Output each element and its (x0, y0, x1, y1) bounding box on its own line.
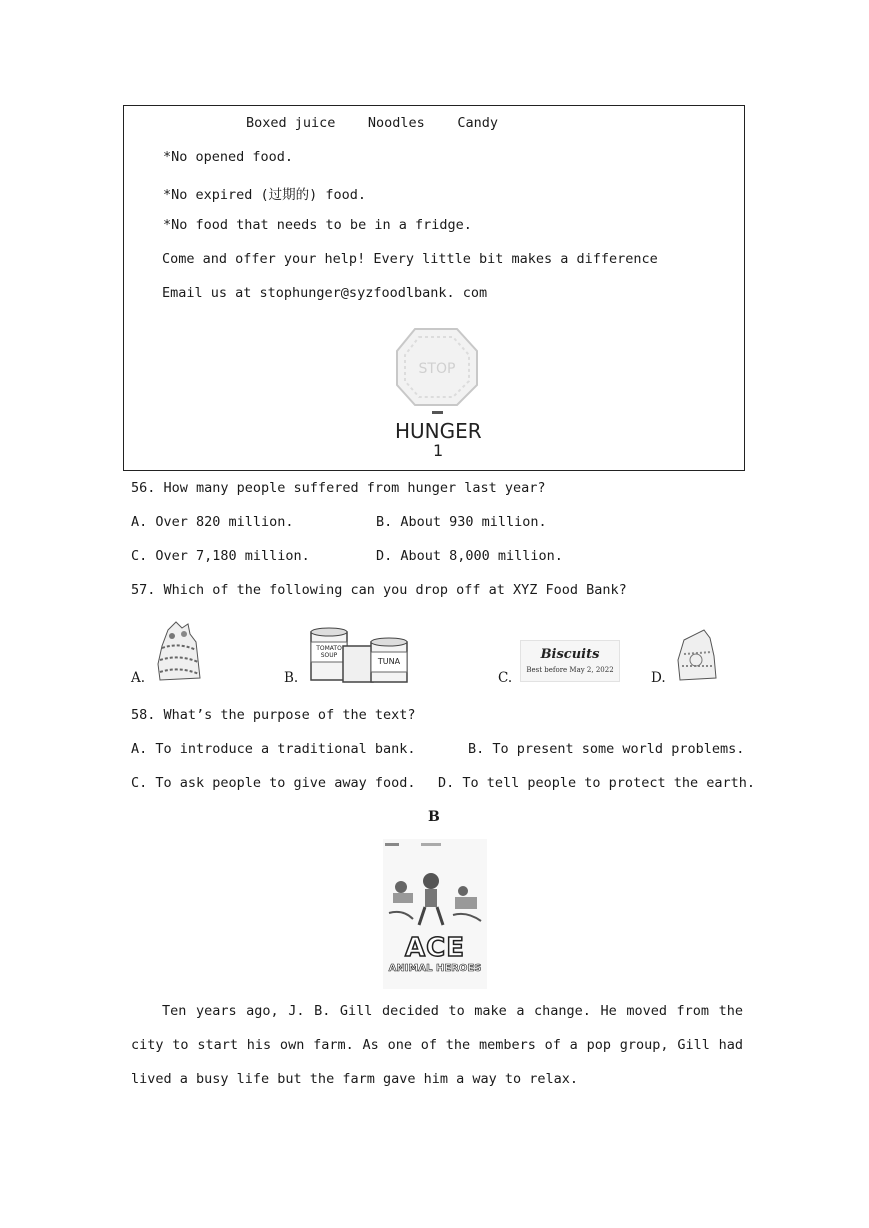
section-b-heading: B (428, 809, 440, 825)
email-line: Email us at stophunger@syzfoodlbank. com (162, 285, 488, 301)
q57-option-b-label: B. (284, 670, 299, 686)
rule-no-expired: *No expired (过期的) food. (163, 187, 367, 203)
section-b-paragraph: Ten years ago, J. B. Gill decided to make a change. He moved from the city to start his own farm. As one of the members of a pop group, Gill had lived a busy life but the farm gave him a way to relax. (131, 1003, 743, 1087)
logo-hunger-text: HUNGER (395, 419, 482, 443)
stop-hunger-logo (385, 325, 489, 463)
q58-option-d: D. To tell people to protect the earth. (438, 775, 755, 791)
q56-option-b: B. About 930 million. (376, 514, 547, 530)
question-57: 57. Which of the following can you drop off at XYZ Food Bank? (131, 582, 627, 598)
biscuits-title: Biscuits (540, 647, 600, 662)
question-58: 58. What’s the purpose of the text? (131, 707, 416, 723)
book-title-ace: ACE (405, 933, 465, 963)
food-bag-image (674, 626, 720, 682)
canned-food-image (309, 626, 409, 684)
q56-option-c: C. Over 7,180 million. (131, 548, 310, 564)
candy-pile-image (154, 620, 204, 684)
q57-option-a-label: A. (131, 670, 146, 686)
q57-option-d-label: D. (651, 670, 666, 686)
biscuits-best-before: Best before May 2, 2022 (526, 666, 614, 674)
can-soup-label: TOMATO SOUP (316, 645, 342, 659)
food-items-line: Boxed juice Noodles Candy (246, 115, 498, 131)
biscuits-label-image (520, 640, 620, 682)
logo-subtext: 1 (433, 441, 444, 460)
call-to-action: Come and offer your help! Every little bit makes a difference (162, 251, 658, 267)
svg-text:STOP: STOP (418, 361, 456, 377)
rule-no-opened: *No opened food. (163, 149, 294, 165)
q57-option-c-label: C. (498, 670, 513, 686)
q56-option-d: D. About 8,000 million. (376, 548, 563, 564)
question-56: 56. How many people suffered from hunger last year? (131, 480, 546, 496)
q58-option-c: C. To ask people to give away food. (131, 775, 416, 791)
book-cover-image (383, 839, 487, 989)
q56-option-a: A. Over 820 million. (131, 514, 294, 530)
q58-option-b: B. To present some world problems. (468, 741, 745, 757)
can-tuna-label: TUNA (377, 657, 401, 666)
rule-no-fridge: *No food that needs to be in a fridge. (163, 217, 472, 233)
q58-option-a: A. To introduce a traditional bank. (131, 741, 416, 757)
book-subtitle: ANIMAL HEROES (388, 963, 482, 974)
